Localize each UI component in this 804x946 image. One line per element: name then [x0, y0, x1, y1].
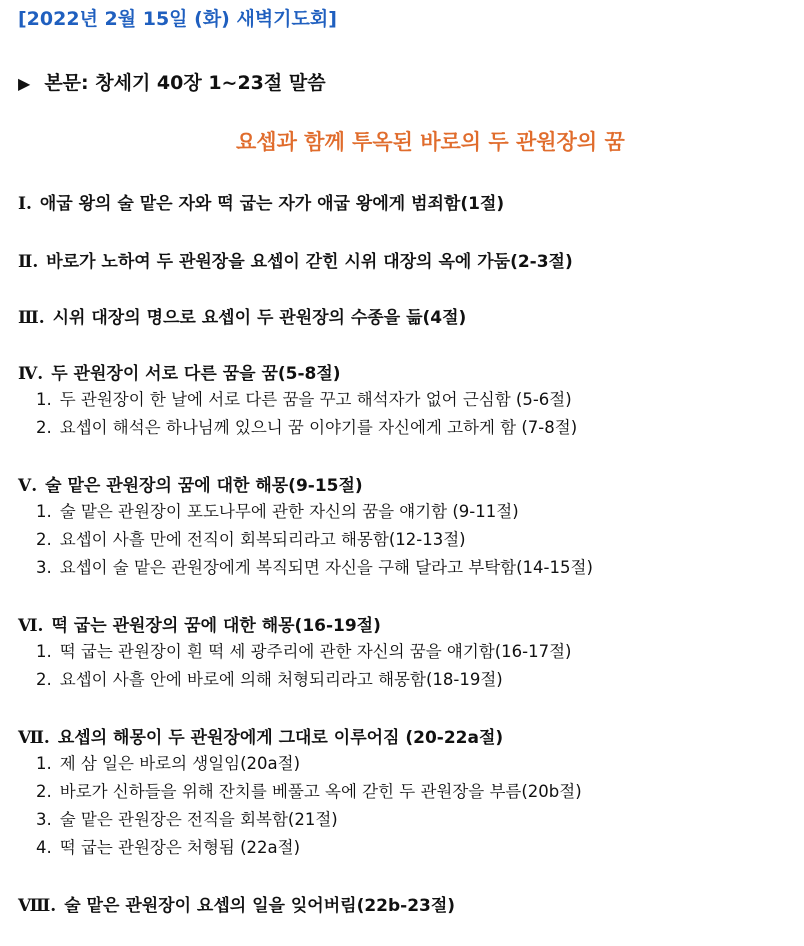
sub-point-number: 1. — [36, 642, 52, 661]
sub-point-list — [18, 498, 798, 582]
date-header: [2022년 2월 15일 (화) 새벽기도회] — [18, 8, 337, 30]
sub-point — [18, 778, 798, 806]
sub-point-number: 4. — [36, 838, 52, 857]
section-title: 술 맡은 관원장의 꿈에 대한 해몽(9-15절) — [45, 476, 363, 496]
section-title: 애굽 왕의 술 맡은 자와 떡 굽는 자가 애굽 왕에게 범죄함(1절) — [39, 194, 505, 214]
roman-numeral: Ⅴ. — [18, 476, 38, 496]
sub-point-list — [18, 638, 798, 694]
section-title: 요셉의 해몽이 두 관원장에게 그대로 이루어짐 (20-22a절) — [57, 728, 504, 748]
outline-section-2 — [18, 250, 798, 274]
sub-point-list — [18, 386, 798, 442]
outline-section-3 — [18, 306, 798, 330]
sub-point-text: 술 맡은 관원장이 포도나무에 관한 자신의 꿈을 얘기함 (9-11절) — [59, 502, 519, 521]
sub-point-number: 3. — [36, 810, 52, 829]
sub-point — [18, 386, 798, 414]
outline-section-7 — [18, 726, 798, 862]
section-title: 떡 굽는 관원장의 꿈에 대한 해몽(16-19절) — [51, 616, 381, 636]
sub-point-text: 요셉이 해석은 하나님께 있으니 꿈 이야기를 자신에게 고하게 함 (7-8절) — [59, 418, 578, 437]
section-title: 술 맡은 관원장이 요셉의 일을 잊어버림(22b-23절) — [64, 896, 456, 916]
sub-point — [18, 666, 798, 694]
roman-numeral: Ⅷ. — [18, 896, 57, 916]
sub-point-number: 2. — [36, 782, 52, 801]
section-heading — [18, 894, 798, 918]
scripture-passage — [18, 68, 326, 95]
roman-numeral: Ⅱ. — [18, 252, 39, 272]
sub-point-text: 바로가 신하들을 위해 잔치를 베풀고 옥에 갇힌 두 관원장을 부름(20b절) — [59, 782, 582, 801]
triangle-bullet-icon: ▶ — [18, 74, 31, 93]
section-heading — [18, 250, 798, 274]
sub-point-number: 2. — [36, 418, 52, 437]
sub-point-text: 요셉이 사흘 안에 바로에 의해 처형되리라고 해몽함(18-19절) — [59, 670, 503, 689]
sub-point — [18, 498, 798, 526]
outline-section-8 — [18, 894, 798, 918]
section-title: 바로가 노하여 두 관원장을 요셉이 갇힌 시위 대장의 옥에 가둠(2-3절) — [46, 252, 573, 272]
section-heading — [18, 614, 798, 638]
section-title: 두 관원장이 서로 다른 꿈을 꿈(5-8절) — [51, 364, 341, 384]
roman-numeral: Ⅶ. — [18, 728, 50, 748]
sub-point-text: 떡 굽는 관원장이 흰 떡 세 광주리에 관한 자신의 꿈을 얘기함(16-17절) — [59, 642, 572, 661]
sub-point-list — [18, 750, 798, 862]
passage-text: 본문: 창세기 40장 1~23절 말씀 — [44, 72, 326, 94]
sub-point-number: 2. — [36, 670, 52, 689]
roman-numeral: Ⅵ. — [18, 616, 44, 636]
sermon-title: 요셉과 함께 투옥된 바로의 두 관원장의 꿈 — [236, 130, 625, 154]
sub-point — [18, 526, 798, 554]
sub-point-number: 3. — [36, 558, 52, 577]
sub-point — [18, 638, 798, 666]
sub-point-number: 1. — [36, 502, 52, 521]
outline-section-5 — [18, 474, 798, 582]
roman-numeral: Ⅳ. — [18, 364, 44, 384]
sub-point-number: 1. — [36, 754, 52, 773]
section-title: 시위 대장의 명으로 요셉이 두 관원장의 수종을 듦(4절) — [52, 308, 467, 328]
sub-point-number: 1. — [36, 390, 52, 409]
sub-point-text: 요셉이 사흘 만에 전직이 회복되리라고 해몽함(12-13절) — [59, 530, 466, 549]
sub-point — [18, 806, 798, 834]
sub-point — [18, 834, 798, 862]
sub-point — [18, 750, 798, 778]
section-heading — [18, 474, 798, 498]
section-heading — [18, 362, 798, 386]
roman-numeral: Ⅰ. — [18, 194, 32, 214]
sub-point-text: 두 관원장이 한 날에 서로 다른 꿈을 꾸고 해석자가 없어 근심함 (5-6절) — [59, 390, 572, 409]
sub-point — [18, 554, 798, 582]
outline-section-1 — [18, 192, 798, 216]
sub-point-text: 제 삼 일은 바로의 생일임(20a절) — [59, 754, 301, 773]
outline-section-4 — [18, 362, 798, 442]
section-heading — [18, 306, 798, 330]
sub-point-text: 술 맡은 관원장은 전직을 회복함(21절) — [59, 810, 338, 829]
roman-numeral: Ⅲ. — [18, 308, 45, 328]
sub-point-text: 요셉이 술 맡은 관원장에게 복직되면 자신을 구해 달라고 부탁함(14-15절) — [59, 558, 593, 577]
sub-point-number: 2. — [36, 530, 52, 549]
section-heading — [18, 726, 798, 750]
section-heading — [18, 192, 798, 216]
outline-section-6 — [18, 614, 798, 694]
sub-point-text: 떡 굽는 관원장은 처형됨 (22a절) — [59, 838, 301, 857]
sub-point — [18, 414, 798, 442]
